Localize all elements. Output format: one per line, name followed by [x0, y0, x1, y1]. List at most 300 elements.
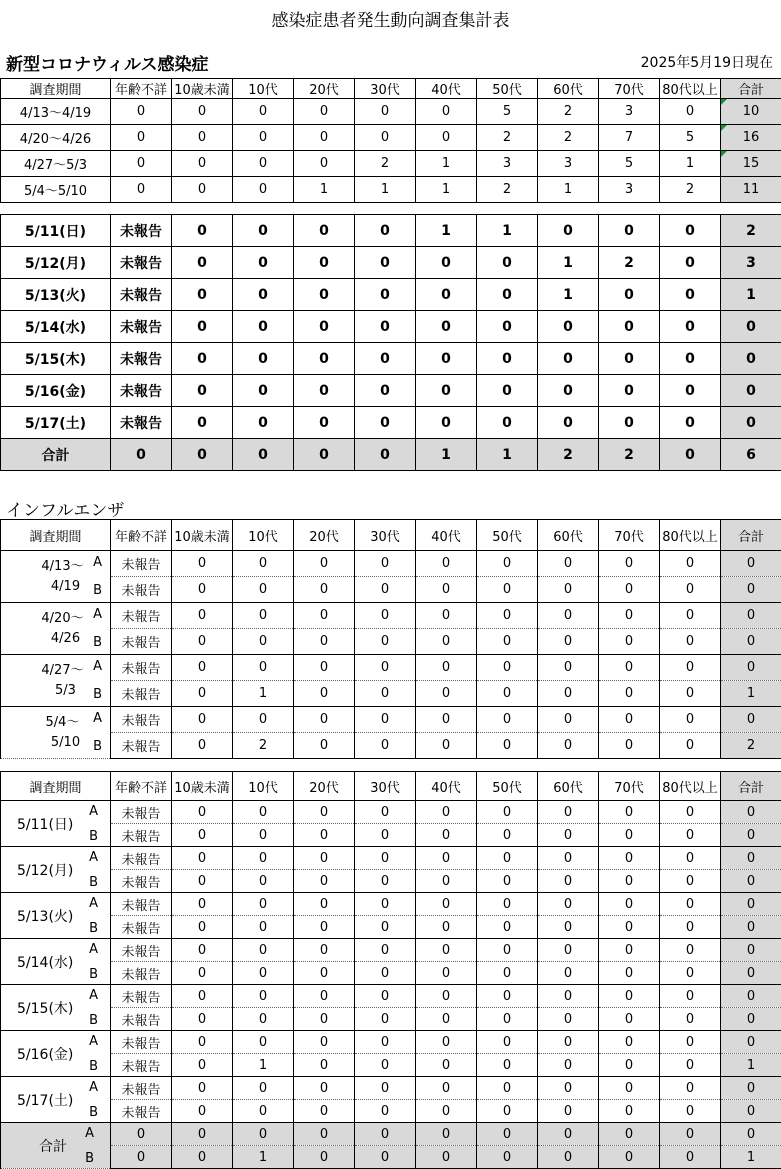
value-cell: 0: [233, 407, 294, 439]
value-cell: 0: [477, 893, 538, 916]
value-cell: 0: [477, 577, 538, 603]
value-cell: 0: [233, 801, 294, 824]
spacer-cell: [233, 203, 294, 215]
value-cell: 0: [355, 343, 416, 375]
value-cell: 0: [599, 847, 660, 870]
value-cell: 未報告: [111, 824, 172, 847]
value-cell: 3: [721, 247, 781, 279]
value-cell: 0: [233, 375, 294, 407]
period-end: 4/19: [1, 577, 110, 597]
value-cell: 0: [355, 125, 416, 151]
table-row: [1, 125, 781, 151]
table-row: [1, 215, 781, 247]
value-cell: 0: [416, 655, 477, 681]
value-cell: 0: [721, 311, 781, 343]
value-cell: 0: [294, 1100, 355, 1123]
value-cell: 0: [294, 577, 355, 603]
value-cell: 7: [599, 125, 660, 151]
value-cell: 0: [172, 985, 233, 1008]
period-cell: 4/27〜5/3: [1, 151, 111, 177]
table-row: [1, 151, 781, 177]
value-cell: 0: [538, 311, 599, 343]
value-cell: 0: [355, 1031, 416, 1054]
column-header: 20代: [294, 79, 355, 99]
value-cell: 0: [416, 870, 477, 893]
column-header: 合計: [721, 772, 781, 801]
value-cell: 0: [233, 916, 294, 939]
column-header: 合計: [721, 520, 781, 551]
column-header: 10代: [233, 520, 294, 551]
value-cell: 0: [416, 407, 477, 439]
value-cell: 3: [599, 177, 660, 203]
value-cell: 0: [660, 939, 721, 962]
value-cell: 2: [721, 215, 781, 247]
value-cell: 0: [721, 1008, 781, 1031]
value-cell: 0: [599, 375, 660, 407]
value-cell: 0: [294, 247, 355, 279]
table-row: [1, 247, 781, 279]
table-row: [1, 1054, 781, 1077]
value-cell: 0: [660, 1146, 721, 1169]
value-cell: 0: [538, 343, 599, 375]
value-cell: 1: [416, 215, 477, 247]
period-start: 4/20〜: [1, 609, 110, 629]
value-cell: 0: [233, 985, 294, 1008]
value-cell: 0: [538, 870, 599, 893]
value-cell: 0: [233, 279, 294, 311]
value-cell: 0: [233, 962, 294, 985]
value-cell: 0: [172, 681, 233, 707]
table-row: [1, 407, 781, 439]
value-cell: 0: [233, 1031, 294, 1054]
column-header: 70代: [599, 79, 660, 99]
value-cell: 0: [599, 343, 660, 375]
value-cell: 0: [538, 551, 599, 577]
value-cell: 未報告: [111, 551, 172, 577]
value-cell: 1: [538, 279, 599, 311]
value-cell: 0: [660, 916, 721, 939]
value-cell: 0: [721, 893, 781, 916]
column-header: 60代: [538, 520, 599, 551]
value-cell: 0: [355, 311, 416, 343]
value-cell: 0: [477, 1100, 538, 1123]
table-row: [1, 1008, 781, 1031]
value-cell: 0: [416, 603, 477, 629]
value-cell: 0: [599, 939, 660, 962]
table-row: [1, 177, 781, 203]
table-row: [1, 939, 781, 962]
value-cell: 0: [477, 985, 538, 1008]
value-cell: 0: [172, 1146, 233, 1169]
value-cell: 0: [721, 870, 781, 893]
period-start: 4/27〜: [1, 661, 110, 681]
value-cell: 0: [599, 916, 660, 939]
value-cell: 0: [721, 962, 781, 985]
value-cell: 0: [477, 1146, 538, 1169]
value-cell: 0: [416, 847, 477, 870]
table-row: [1, 655, 781, 681]
value-cell: 0: [233, 1100, 294, 1123]
value-cell: 1: [721, 681, 781, 707]
value-cell: 0: [294, 1123, 355, 1146]
value-cell: 0: [355, 733, 416, 759]
table-row: [1, 551, 781, 577]
value-cell: 0: [477, 801, 538, 824]
value-cell: 2: [599, 439, 660, 471]
value-cell: 0: [355, 1077, 416, 1100]
value-cell: 1: [355, 177, 416, 203]
spacer-cell: [599, 203, 660, 215]
value-cell: 未報告: [111, 279, 172, 311]
type-b-label: B: [89, 1105, 98, 1120]
type-b-label: B: [85, 1151, 94, 1166]
table-row: [1, 343, 781, 375]
spacer-cell: [477, 203, 538, 215]
value-cell: 0: [172, 247, 233, 279]
value-cell: 0: [477, 629, 538, 655]
value-cell: 0: [599, 733, 660, 759]
value-cell: 未報告: [111, 1077, 172, 1100]
value-cell: 0: [172, 655, 233, 681]
value-cell: 0: [355, 99, 416, 125]
column-header: 20代: [294, 772, 355, 801]
value-cell: 0: [660, 311, 721, 343]
value-cell: 0: [172, 99, 233, 125]
value-cell: 0: [660, 1123, 721, 1146]
value-cell: 0: [355, 439, 416, 471]
value-cell: 0: [355, 407, 416, 439]
column-header: 50代: [477, 772, 538, 801]
value-cell: 1: [416, 151, 477, 177]
value-cell: 0: [660, 847, 721, 870]
value-cell: 未報告: [111, 870, 172, 893]
value-cell: 0: [355, 279, 416, 311]
value-cell: 0: [599, 681, 660, 707]
type-b-label: B: [89, 1013, 98, 1028]
value-cell: 0: [172, 962, 233, 985]
value-cell: 0: [233, 247, 294, 279]
value-cell: 0: [538, 916, 599, 939]
value-cell: 0: [233, 939, 294, 962]
value-cell: 0: [355, 939, 416, 962]
value-cell: 0: [294, 603, 355, 629]
value-cell: 0: [599, 1100, 660, 1123]
table-row: [1, 916, 781, 939]
value-cell: 1: [477, 215, 538, 247]
column-header: 40代: [416, 79, 477, 99]
value-cell: 0: [660, 893, 721, 916]
value-cell: 0: [599, 551, 660, 577]
value-cell: 0: [599, 985, 660, 1008]
value-cell: 0: [172, 577, 233, 603]
period-end: 4/26: [1, 629, 110, 649]
value-cell: 0: [538, 577, 599, 603]
table-row: [1, 824, 781, 847]
value-cell: 0: [660, 407, 721, 439]
value-cell: 0: [294, 1008, 355, 1031]
value-cell: 0: [294, 733, 355, 759]
value-cell: 0: [355, 962, 416, 985]
column-header: 年齢不詳: [111, 79, 172, 99]
value-cell: 0: [416, 1031, 477, 1054]
type-a-label: A: [89, 850, 98, 865]
value-cell: 0: [172, 375, 233, 407]
value-cell: 未報告: [111, 1031, 172, 1054]
value-cell: 未報告: [111, 343, 172, 375]
value-cell: 0: [660, 577, 721, 603]
spacer-cell: [660, 203, 721, 215]
value-cell: 0: [416, 801, 477, 824]
value-cell: 0: [172, 551, 233, 577]
period-cell: [1, 655, 111, 707]
value-cell: 0: [599, 1077, 660, 1100]
value-cell: 0: [477, 1031, 538, 1054]
value-cell: 0: [660, 870, 721, 893]
period-cell: 5/13(火): [1, 279, 111, 311]
value-cell: 未報告: [111, 893, 172, 916]
type-a-label: A: [89, 988, 98, 1003]
value-cell: 未報告: [111, 247, 172, 279]
value-cell: 0: [660, 707, 721, 733]
value-cell: 0: [355, 1054, 416, 1077]
value-cell: 0: [294, 916, 355, 939]
value-cell: 0: [660, 439, 721, 471]
value-cell: 16: [721, 125, 781, 151]
value-cell: 0: [477, 247, 538, 279]
period-cell: 5/11(日): [1, 215, 111, 247]
influenza-section-title: インフルエンザ: [6, 496, 124, 521]
value-cell: 0: [233, 1123, 294, 1146]
column-header: 10歳未満: [172, 772, 233, 801]
value-cell: 0: [416, 1146, 477, 1169]
value-cell: 2: [538, 439, 599, 471]
value-cell: 15: [721, 151, 781, 177]
spacer-cell: [416, 203, 477, 215]
value-cell: 0: [294, 629, 355, 655]
value-cell: 0: [416, 1077, 477, 1100]
value-cell: 5: [477, 99, 538, 125]
column-header: 80代以上: [660, 79, 721, 99]
page-title: 感染症患者発生動向調査集計表: [0, 6, 781, 31]
value-cell: 0: [477, 655, 538, 681]
period-label: 5/15(木): [17, 998, 73, 1018]
value-cell: 0: [294, 215, 355, 247]
value-cell: 0: [721, 916, 781, 939]
value-cell: 0: [477, 1008, 538, 1031]
value-cell: 0: [477, 603, 538, 629]
value-cell: 0: [721, 939, 781, 962]
value-cell: 0: [599, 577, 660, 603]
value-cell: 0: [172, 733, 233, 759]
value-cell: 0: [416, 1008, 477, 1031]
value-cell: 1: [294, 177, 355, 203]
value-cell: 0: [660, 279, 721, 311]
value-cell: 1: [477, 439, 538, 471]
value-cell: 2: [233, 733, 294, 759]
value-cell: 0: [172, 279, 233, 311]
value-cell: 0: [599, 1054, 660, 1077]
value-cell: 0: [599, 801, 660, 824]
value-cell: 0: [721, 1077, 781, 1100]
value-cell: 11: [721, 177, 781, 203]
value-cell: 0: [172, 847, 233, 870]
column-header: 30代: [355, 772, 416, 801]
total-row: [1, 1146, 781, 1169]
period-label: 5/11(日): [17, 814, 73, 834]
type-a-label: A: [93, 659, 102, 674]
period-label: 5/17(土): [17, 1090, 73, 1110]
value-cell: 0: [477, 407, 538, 439]
value-cell: 0: [599, 870, 660, 893]
value-cell: 未報告: [111, 681, 172, 707]
value-cell: 0: [599, 962, 660, 985]
spacer-cell: [1, 203, 111, 215]
value-cell: 0: [721, 577, 781, 603]
type-a-label: A: [89, 1034, 98, 1049]
value-cell: 0: [660, 1031, 721, 1054]
value-cell: 1: [416, 439, 477, 471]
table-row: [1, 1077, 781, 1100]
value-cell: 0: [416, 916, 477, 939]
value-cell: 未報告: [111, 407, 172, 439]
value-cell: 0: [721, 407, 781, 439]
value-cell: 0: [355, 870, 416, 893]
value-cell: 0: [355, 847, 416, 870]
value-cell: 0: [294, 707, 355, 733]
total-row: [1, 1123, 781, 1146]
column-header: 10歳未満: [172, 79, 233, 99]
table-row: [1, 707, 781, 733]
period-cell: [1, 801, 111, 847]
value-cell: 0: [599, 279, 660, 311]
type-b-label: B: [93, 687, 102, 702]
value-cell: 0: [538, 847, 599, 870]
value-cell: 0: [172, 439, 233, 471]
value-cell: 0: [660, 1054, 721, 1077]
period-label: 5/13(火): [17, 906, 73, 926]
value-cell: 0: [721, 1123, 781, 1146]
table-row: [1, 1100, 781, 1123]
value-cell: 0: [233, 551, 294, 577]
value-cell: 0: [721, 655, 781, 681]
type-b-label: B: [89, 921, 98, 936]
value-cell: 0: [233, 707, 294, 733]
value-cell: 0: [416, 375, 477, 407]
value-cell: 0: [355, 985, 416, 1008]
column-header: 30代: [355, 79, 416, 99]
value-cell: 0: [233, 1077, 294, 1100]
value-cell: 未報告: [111, 939, 172, 962]
type-b-label: B: [89, 1059, 98, 1074]
value-cell: 0: [477, 279, 538, 311]
value-cell: 0: [233, 125, 294, 151]
value-cell: 0: [355, 1008, 416, 1031]
value-cell: 0: [233, 311, 294, 343]
value-cell: 0: [477, 870, 538, 893]
value-cell: 0: [172, 1008, 233, 1031]
type-a-label: A: [93, 555, 102, 570]
period-start: 4/13〜: [1, 557, 110, 577]
value-cell: 未報告: [111, 577, 172, 603]
value-cell: 0: [355, 801, 416, 824]
value-cell: 0: [538, 1054, 599, 1077]
value-cell: 0: [172, 151, 233, 177]
value-cell: 0: [660, 985, 721, 1008]
value-cell: 0: [355, 247, 416, 279]
header-row: [1, 79, 781, 99]
value-cell: 0: [599, 893, 660, 916]
total-row: [1, 439, 781, 471]
value-cell: 未報告: [111, 733, 172, 759]
value-cell: 0: [355, 375, 416, 407]
value-cell: 0: [172, 215, 233, 247]
table-row: [1, 577, 781, 603]
value-cell: 0: [416, 343, 477, 375]
value-cell: 0: [294, 681, 355, 707]
value-cell: 未報告: [111, 311, 172, 343]
value-cell: 0: [721, 551, 781, 577]
value-cell: 0: [660, 655, 721, 681]
period-label: 5/12(月): [17, 860, 73, 880]
period-cell: [1, 707, 111, 759]
value-cell: 0: [416, 1100, 477, 1123]
value-cell: 0: [477, 733, 538, 759]
value-cell: 2: [538, 125, 599, 151]
value-cell: 未報告: [111, 847, 172, 870]
column-header: 調査期間: [1, 79, 111, 99]
value-cell: 0: [538, 824, 599, 847]
type-a-label: A: [89, 804, 98, 819]
value-cell: 未報告: [111, 655, 172, 681]
table-row: [1, 1031, 781, 1054]
value-cell: 0: [355, 551, 416, 577]
type-a-label: A: [89, 1080, 98, 1095]
value-cell: 1: [538, 177, 599, 203]
value-cell: 0: [538, 939, 599, 962]
period-cell: [1, 939, 111, 985]
spacer-cell: [538, 203, 599, 215]
value-cell: 0: [599, 407, 660, 439]
value-cell: 0: [721, 603, 781, 629]
value-cell: 0: [599, 215, 660, 247]
value-cell: 未報告: [111, 215, 172, 247]
value-cell: 0: [294, 99, 355, 125]
column-header: 年齢不詳: [111, 520, 172, 551]
value-cell: 0: [172, 893, 233, 916]
value-cell: 0: [416, 125, 477, 151]
type-a-label: A: [89, 942, 98, 957]
table-row: [1, 962, 781, 985]
value-cell: 0: [538, 629, 599, 655]
value-cell: 0: [477, 847, 538, 870]
value-cell: 0: [172, 311, 233, 343]
value-cell: 0: [172, 1054, 233, 1077]
type-b-label: B: [93, 635, 102, 650]
period-cell: 5/15(木): [1, 343, 111, 375]
value-cell: 0: [355, 824, 416, 847]
column-header: 合計: [721, 79, 781, 99]
period-label: 5/14(水): [17, 952, 73, 972]
value-cell: 0: [477, 375, 538, 407]
value-cell: 0: [172, 916, 233, 939]
value-cell: 0: [416, 629, 477, 655]
value-cell: 0: [599, 1146, 660, 1169]
value-cell: 0: [233, 893, 294, 916]
column-header: 調査期間: [1, 772, 111, 801]
value-cell: 0: [294, 125, 355, 151]
value-cell: 0: [294, 801, 355, 824]
type-a-label: A: [89, 896, 98, 911]
